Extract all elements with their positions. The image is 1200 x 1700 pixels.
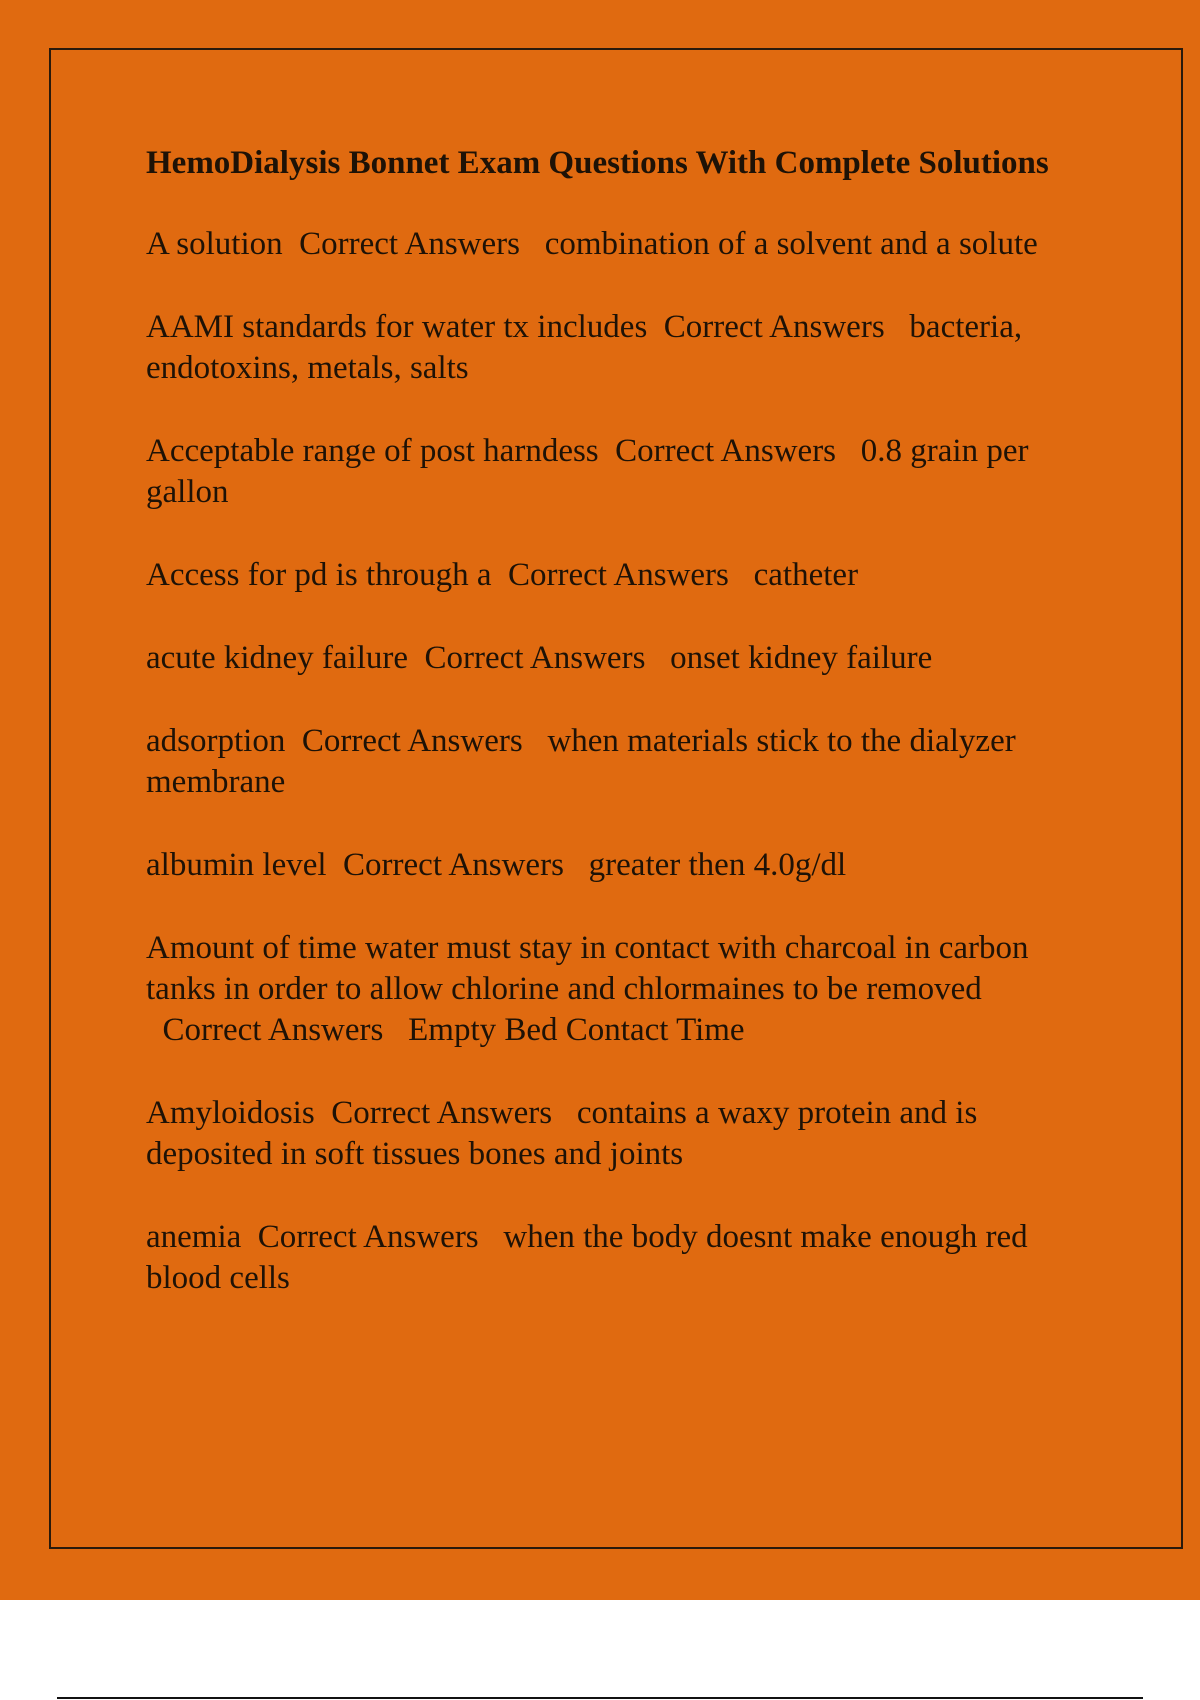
answer-text: when materials stick to the dialyzer membrane <box>146 723 1016 800</box>
question-text: albumin level <box>146 847 327 883</box>
qa-item <box>146 1093 1076 1175</box>
answer-text: catheter <box>753 557 859 593</box>
answer-text: bacteria, endotoxins, metals, salts <box>146 309 1023 386</box>
question-text: A solution <box>146 226 283 262</box>
correct-answers-label: Correct Answers <box>615 433 837 469</box>
correct-answers-label: Correct Answers <box>343 847 564 883</box>
answer-text: greater then 4.0g/dl <box>588 847 847 883</box>
question-text: anemia <box>146 1219 242 1255</box>
qa-item <box>146 928 1076 1051</box>
question-text: Acceptable range of post harndess <box>146 433 599 469</box>
qa-item <box>146 721 1076 803</box>
qa-item <box>146 431 1076 513</box>
qa-item <box>146 224 1076 265</box>
qa-item <box>146 845 1076 886</box>
document-content <box>146 142 1076 1341</box>
question-text: Amyloidosis <box>146 1095 315 1131</box>
qa-item <box>146 307 1076 389</box>
correct-answers-label: Correct Answers <box>663 309 885 345</box>
answer-text: when the body doesnt make enough red blood cells <box>146 1219 1028 1296</box>
qa-item <box>146 1217 1076 1299</box>
answer-text: Empty Bed Contact Time <box>408 1012 745 1048</box>
qa-item <box>146 555 1076 596</box>
correct-answers-label: Correct Answers <box>299 226 520 262</box>
qa-item <box>146 638 1076 679</box>
question-text: Access for pd is through a <box>146 557 492 593</box>
answer-text: combination of a solvent and a solute <box>544 226 1038 262</box>
answer-text: onset kidney failure <box>670 640 933 676</box>
correct-answers-label: Correct Answers <box>508 557 729 593</box>
answer-text: 0.8 grain per gallon <box>146 433 1029 510</box>
correct-answers-label: Correct Answers <box>331 1095 553 1131</box>
footer-divider <box>57 1697 1143 1699</box>
question-text: AAMI standards for water tx includes <box>146 309 648 345</box>
document-title: HemoDialysis Bonnet Exam Questions With Complete Solutions <box>146 145 1049 181</box>
correct-answers-label: Correct Answers <box>162 1012 384 1048</box>
correct-answers-label: Correct Answers <box>301 723 523 759</box>
correct-answers-label: Correct Answers <box>424 640 646 676</box>
question-text: acute kidney failure <box>146 640 409 676</box>
question-text: Amount of time water must stay in contact with charcoal in carbon tanks in order to allow chlorine and chlormaines to be removed <box>146 930 1029 1007</box>
answer-text: contains a waxy protein and is deposited in soft tissues bones and joints <box>146 1095 978 1172</box>
question-text: adsorption <box>146 723 286 759</box>
correct-answers-label: Correct Answers <box>257 1219 479 1255</box>
